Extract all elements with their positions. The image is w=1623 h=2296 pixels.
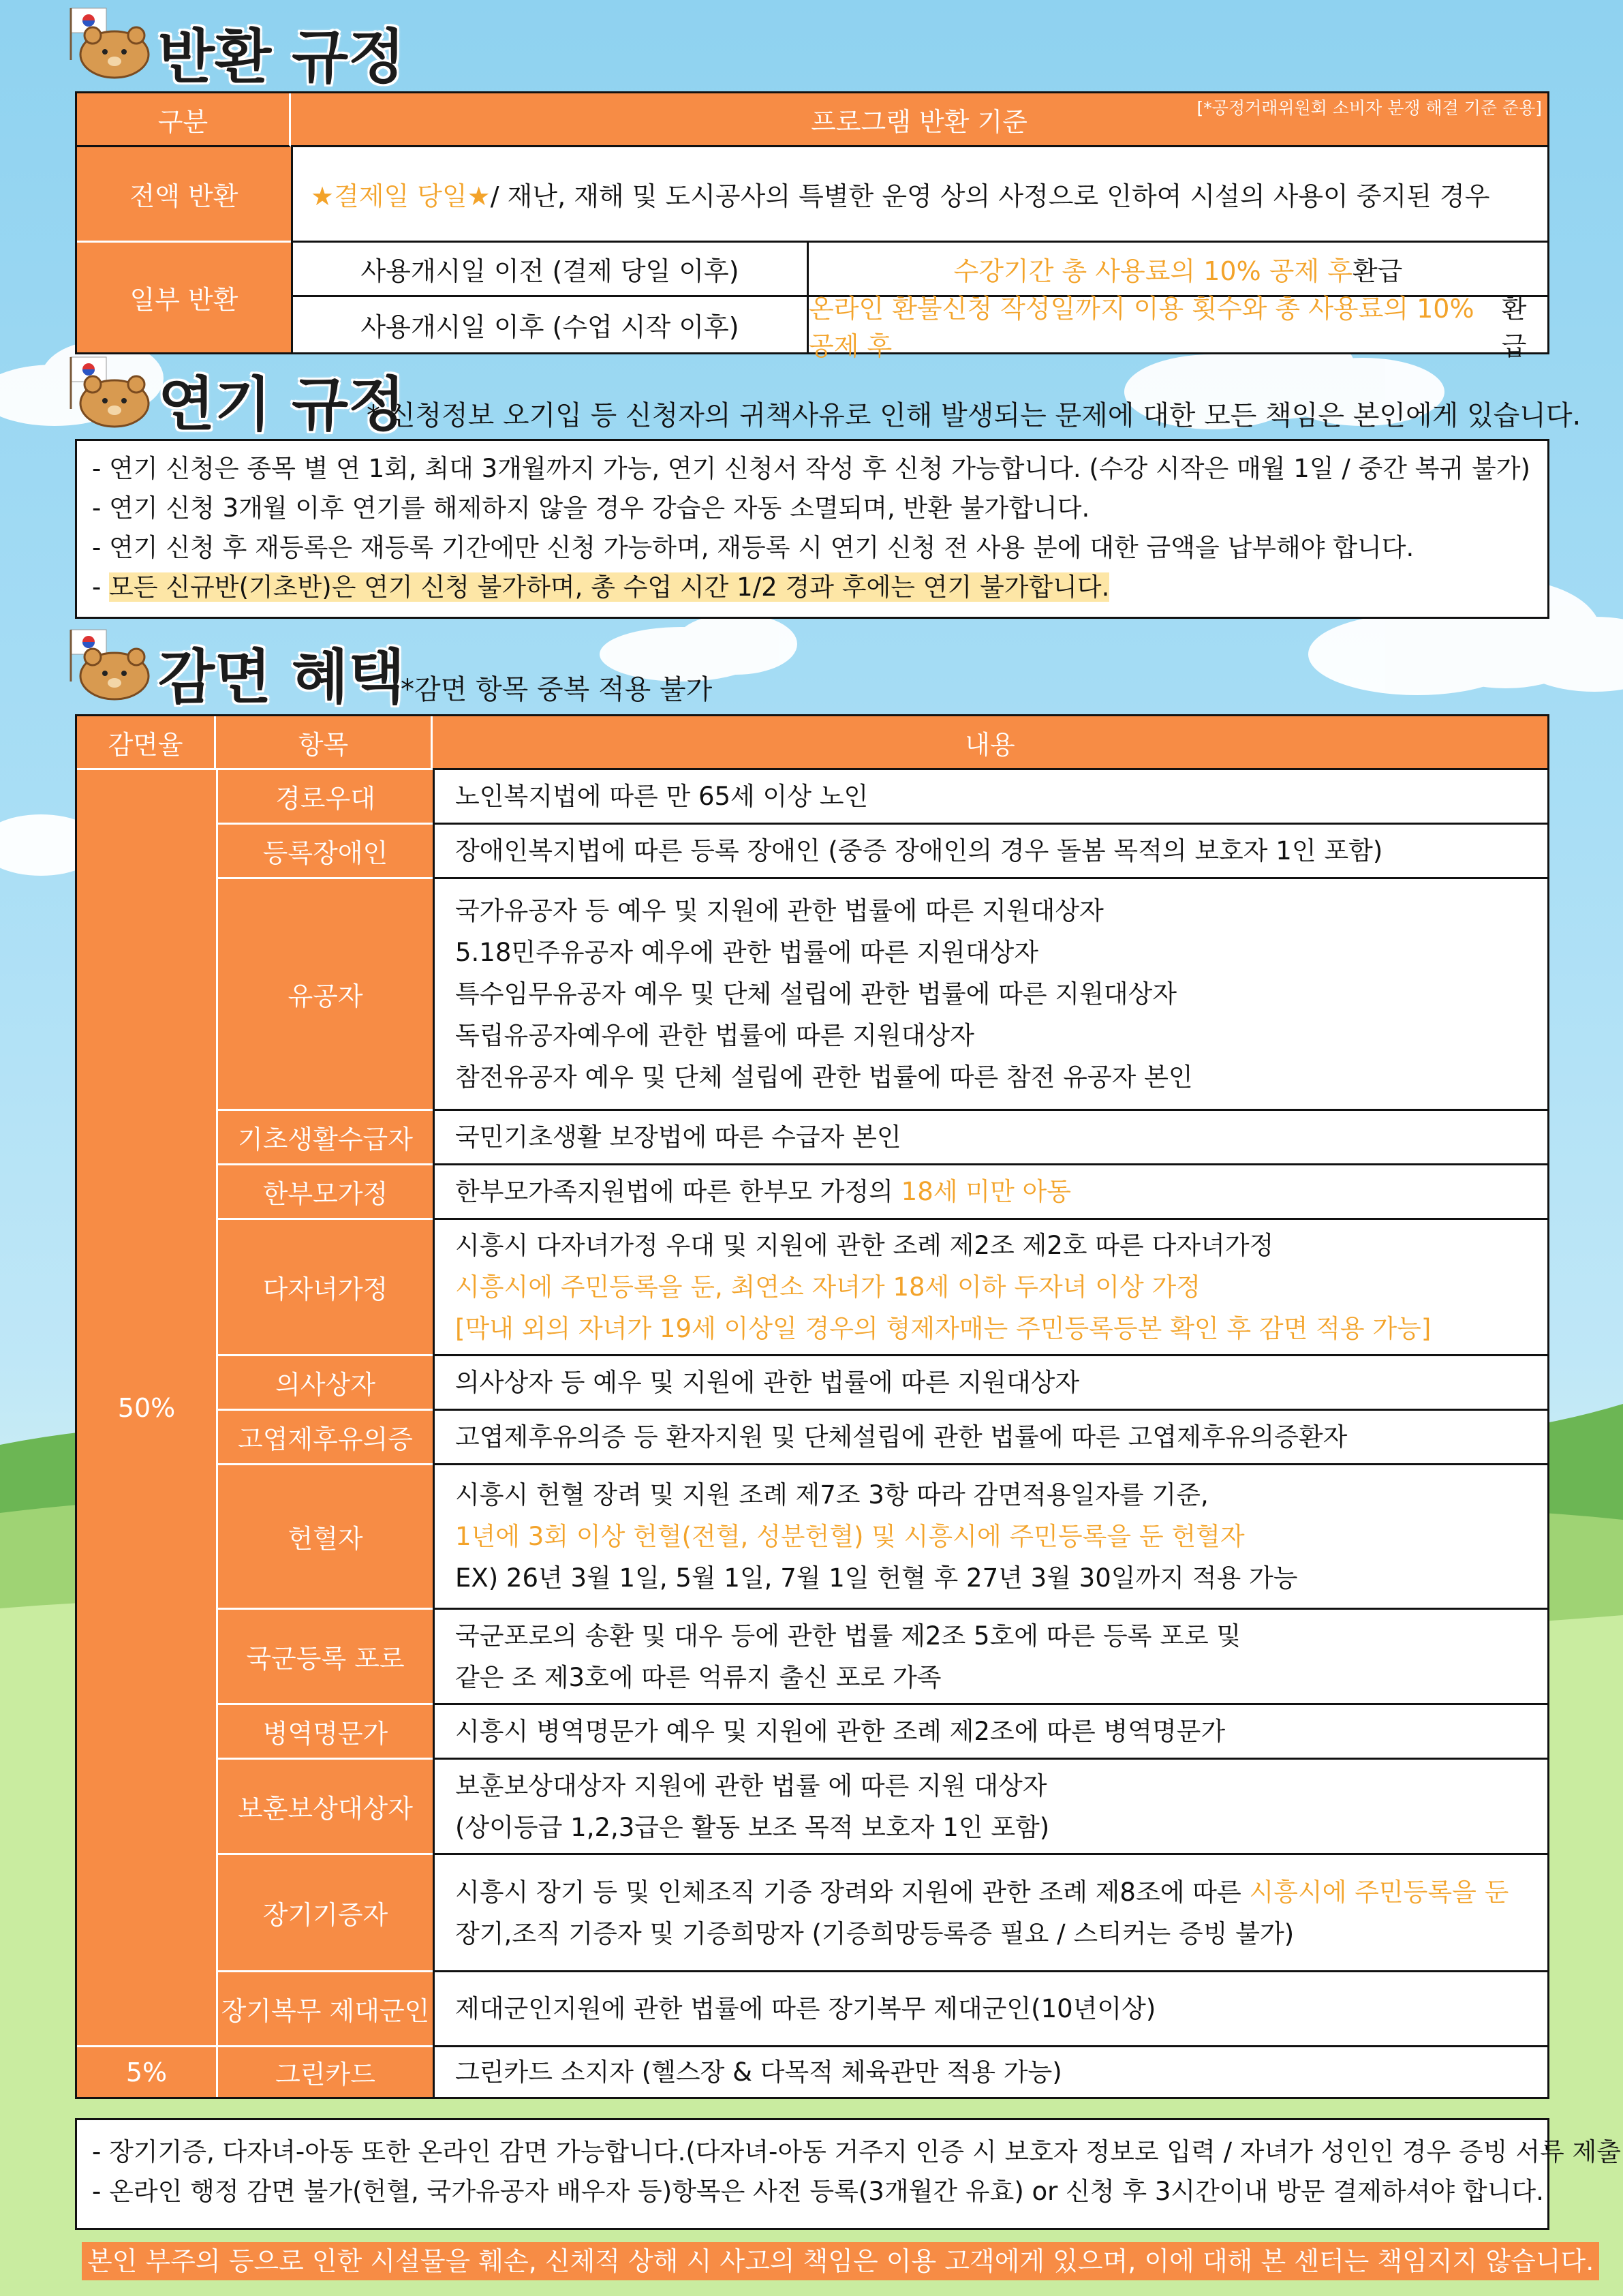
discount-content-line	[455, 1807, 1049, 1848]
content-text: 시흥시 병역명문가 예우 및 지원에 관한 조례 제2조에 따른 병역명문가	[455, 1717, 1226, 1746]
discount-item-single-parent: 한부모가정	[216, 1163, 433, 1218]
highlighted-text: 1년에 3회 이상 헌혈(전혈, 성분헌혈) 및 시흥시에 주민등록을 둔 헌혈자	[455, 1522, 1245, 1551]
content-text: 국민기초생활 보장법에 따른 수급자 본인	[455, 1122, 901, 1152]
content-text: 장애인복지법에 따른 등록 장애인 (중증 장애인의 경우 돌봄 목적의 보호자 1인 포함)	[455, 836, 1383, 866]
discount-table	[75, 714, 1549, 2099]
discount-item-patriot: 유공자	[216, 877, 433, 1109]
content-text: 고엽제후유의증 등 환자지원 및 단체설립에 관한 법률에 따른 고엽제후유의증환자	[455, 1422, 1348, 1452]
discount-item-veteran-compensation: 보훈보상대상자	[216, 1758, 433, 1853]
discount-content-line	[455, 1416, 1347, 1458]
discount-section-title: 감면 혜택	[158, 643, 405, 711]
discount-content-line	[455, 1711, 1225, 1752]
discount-item-long-term-veteran: 장기복무 제대군인	[216, 1970, 433, 2045]
highlighted-text: 시흥시에 주민등록을 둔, 최연소 자녀가 18세 이하 두자녀 이상 가정	[455, 1272, 1201, 1302]
refund-header-criteria: 프로그램 반환 기준	[291, 93, 1547, 147]
discount-item-organ-donor: 장기기증자	[216, 1853, 433, 1970]
discount-item-green-card: 그린카드	[216, 2045, 433, 2097]
content-text: 한부모가족지원법에 따른 한부모 가정의	[455, 1177, 901, 1206]
discount-content-line	[455, 1015, 974, 1056]
refund-full-label: 전액 반환	[77, 147, 291, 243]
postpone-rule-4-highlight: 모든 신규반(기초반)은 연기 신청 불가하며, 총 수업 시간 1/2 경과 후에는 연기 불가합니다.	[109, 572, 1110, 602]
discount-content-line	[455, 1988, 1156, 2030]
postpone-rule-3: - 연기 신청 후 재등록은 재등록 기간에만 신청 가능하며, 재등록 시 연기 신청 전 사용 분에 대한 금액을 납부해야 합니다.	[92, 533, 1415, 562]
discount-content-line	[455, 1266, 1201, 1308]
refund-partial-cond-2: 사용개시일 이후 (수업 시작 이후)	[291, 297, 809, 352]
discount-content-senior	[433, 768, 1547, 823]
discount-content-green-card	[433, 2045, 1547, 2097]
discount-item-righteous: 의사상자	[216, 1354, 433, 1409]
refund-partial-rule-2	[809, 293, 1547, 361]
discount-item-senior: 경로우대	[216, 768, 433, 823]
postpone-rule-2: - 연기 신청 3개월 이후 연기를 해제하지 않을 경우 강습은 자동 소멸되며, 반환 불가합니다.	[92, 493, 1090, 523]
postpone-section-title: 연기 규정	[158, 371, 405, 439]
discount-content-righteous	[433, 1354, 1547, 1409]
discount-item-blood-donor: 헌혈자	[216, 1463, 433, 1608]
postpone-rule-1: - 연기 신청은 종목 별 연 1회, 최대 3개월까지 가능, 연기 신청서 작성 후 신청 가능합니다. (수강 시작은 매월 1일 / 중간 복귀 불가)	[92, 454, 1530, 483]
discount-content-line	[455, 1308, 1431, 1349]
bear-mascot-icon	[65, 627, 154, 702]
bear-mascot-icon	[65, 5, 154, 80]
content-text: 참전유공자 예우 및 단체 설립에 관한 법률에 따른 참전 유공자 본인	[455, 1062, 1193, 1092]
discount-content-patriot	[433, 877, 1547, 1109]
refund-partial-rule-2-highlight: 온라인 환불신청 작성일까지 이용 횟수와 총 사용료의 10% 공제 후	[809, 293, 1474, 361]
highlighted-text: 시흥시에 주민등록을 둔	[1249, 1877, 1509, 1907]
discount-content-long-term-veteran	[433, 1970, 1547, 2045]
discount-header-item: 항목	[216, 716, 433, 768]
refund-table	[75, 91, 1549, 361]
discount-content-basic-livelihood	[433, 1109, 1547, 1163]
discount-no-duplicate-note: *감면 항목 중복 적용 불가	[401, 674, 713, 705]
discount-content-multi-child	[433, 1218, 1547, 1354]
discount-item-basic-livelihood: 기초생활수급자	[216, 1109, 433, 1163]
discount-content-line	[455, 1557, 1297, 1599]
discount-header-content: 내용	[433, 716, 1547, 768]
discount-item-disabled: 등록장애인	[216, 823, 433, 877]
refund-partial-rule-2-tail: 환급	[1501, 293, 1527, 361]
discount-item-multi-child: 다자녀가정	[216, 1218, 433, 1354]
content-text: 시흥시 장기 등 및 인체조직 기증 장려와 지원에 관한 조례 제8조에 따른	[455, 1877, 1250, 1907]
content-text: 국가유공자 등 예우 및 지원에 관한 법률에 따른 지원대상자	[455, 896, 1104, 925]
discount-content-line	[455, 932, 1038, 973]
discount-header-rate: 감면율	[77, 716, 216, 768]
discount-content-agent-orange	[433, 1409, 1547, 1463]
refund-header-note: [*공정거래위원회 소비자 분쟁 해결 기준 준용]	[1196, 98, 1542, 118]
content-text: 5.18민주유공자 예우에 관한 법률에 따른 지원대상자	[455, 938, 1039, 967]
refund-full-text: / 재난, 재해 및 도시공사의 특별한 운영 상의 사정으로 인하여 시설의 사용이 중지된 경우	[490, 181, 1490, 211]
refund-section-title: 반환 규정	[158, 23, 405, 91]
discount-content-line	[455, 1225, 1273, 1266]
highlighted-text: 18세 미만 아동	[901, 1177, 1071, 1206]
content-text: 장기,조직 기증자 및 기증희망자 (기증희망등록증 필요 / 스티커는 증빙 불가)	[455, 1918, 1295, 1948]
content-text: 시흥시 다자녀가정 우대 및 지원에 관한 조례 제2조 제2호 따른 다자녀가정	[455, 1231, 1274, 1260]
content-text: 그린카드 소지자 (헬스장 & 다목적 체육관만 적용 가능)	[455, 2057, 1062, 2087]
discount-note-2: - 온라인 행정 감면 불가(헌혈, 국가유공자 배우자 등)항목은 사전 등록(3개월간 유효) or 신청 후 3시간이내 방문 결제하셔야 합니다.	[92, 2177, 1544, 2206]
discount-content-line	[455, 1871, 1509, 1913]
postpone-rule-4-prefix: -	[92, 572, 110, 602]
postpone-rule-4	[92, 568, 1532, 607]
discount-content-line	[455, 1516, 1245, 1557]
discount-content-line	[455, 830, 1382, 872]
content-text: 의사상자 등 예우 및 지원에 관한 법률에 따른 지원대상자	[455, 1368, 1080, 1397]
discount-content-line	[455, 1615, 1241, 1657]
refund-partial-rule-1-tail: 환급	[1352, 256, 1403, 286]
refund-full-highlight: ★결제일 당일★	[311, 181, 491, 211]
discount-item-agent-orange: 고엽제후유의증	[216, 1409, 433, 1463]
content-text: 독립유공자예우에 관한 법률에 따른 지원대상자	[455, 1021, 974, 1050]
discount-content-line	[455, 1362, 1079, 1403]
discount-content-line	[455, 1056, 1193, 1098]
content-text: 국군포로의 송환 및 대우 등에 관한 법률 제2조 5호에 따른 등록 포로 및	[455, 1621, 1241, 1651]
refund-partial-cond-1: 사용개시일 이전 (결제 당일 이후)	[291, 243, 809, 297]
discount-rate-5: 5%	[77, 2045, 216, 2097]
refund-partial-label: 일부 반환	[77, 243, 291, 352]
discount-content-pow	[433, 1608, 1547, 1703]
discount-content-line	[455, 1657, 941, 1698]
discount-content-line	[455, 2051, 1062, 2093]
discount-content-line	[455, 1171, 1071, 1212]
discount-content-line	[455, 973, 1177, 1015]
bear-mascot-icon	[65, 354, 154, 429]
discount-content-blood-donor	[433, 1463, 1547, 1608]
content-text: 보훈보상대상자 지원에 관한 법률 에 따른 지원 대상자	[455, 1771, 1047, 1801]
content-text: 시흥시 헌혈 장려 및 지원 조례 제7조 3항 따라 감면적용일자를 기준,	[455, 1480, 1209, 1510]
discount-content-line	[455, 1116, 901, 1158]
discount-content-line	[455, 1474, 1209, 1516]
highlighted-text: [막내 외의 자녀가 19세 이상일 경우의 형제자매는 주민등록등본 확인 후 감면 적용 가능]	[455, 1314, 1432, 1343]
discount-content-line	[455, 1913, 1294, 1955]
content-text: (상이등급 1,2,3급은 활동 보조 목적 보호자 1인 포함)	[455, 1812, 1050, 1842]
content-text: 같은 조 제3호에 따른 억류지 출신 포로 가족	[455, 1662, 942, 1692]
content-text: 제대군인지원에 관한 법률에 따른 장기복무 제대군인(10년이상)	[455, 1994, 1156, 2023]
discount-notes-box	[75, 2118, 1622, 2230]
discount-content-line	[455, 776, 868, 817]
discount-content-line	[455, 1765, 1047, 1807]
content-text: 노인복지법에 따른 만 65세 이상 노인	[455, 782, 869, 811]
refund-partial-rule-1-highlight: 수강기간 총 사용료의 10% 공제 후	[953, 256, 1352, 286]
discount-item-pow: 국군등록 포로	[216, 1608, 433, 1703]
postpone-responsibility-note: * 신청정보 오기입 등 신청자의 귀책사유로 인해 발생되는 문제에 대한 모든 책임은 본인에게 있습니다.	[367, 400, 1581, 431]
discount-content-disabled	[433, 823, 1547, 877]
discount-content-organ-donor	[433, 1853, 1547, 1970]
postpone-rules-box	[75, 439, 1549, 619]
content-text: EX) 26년 3월 1일, 5월 1일, 7월 1일 헌혈 후 27년 3월 30일까지 적용 가능	[455, 1563, 1298, 1593]
discount-note-1: - 장기기증, 다자녀-아동 또한 온라인 감면 가능합니다.(다자녀-아동 거주지 인증 시 보호자 정보로 입력 / 자녀가 성인인 경우 증빙 서류 제출	[92, 2137, 1622, 2167]
discount-content-single-parent	[433, 1163, 1547, 1218]
refund-header-category: 구분	[77, 93, 291, 147]
discount-content-line	[455, 890, 1104, 932]
content-text: 특수임무유공자 예우 및 단체 설립에 관한 법률에 따른 지원대상자	[455, 979, 1177, 1009]
discount-item-military-family: 병역명문가	[216, 1703, 433, 1758]
discount-rate-50: 50%	[77, 768, 216, 2045]
discount-content-veteran-compensation	[433, 1758, 1547, 1853]
refund-full-content	[291, 147, 1547, 243]
discount-content-military-family	[433, 1703, 1547, 1758]
liability-footer: 본인 부주의 등으로 인한 시설물을 훼손, 신체적 상해 시 사고의 책임은 이용 고객에게 있으며, 이에 대해 본 센터는 책임지지 않습니다.	[82, 2242, 1599, 2280]
